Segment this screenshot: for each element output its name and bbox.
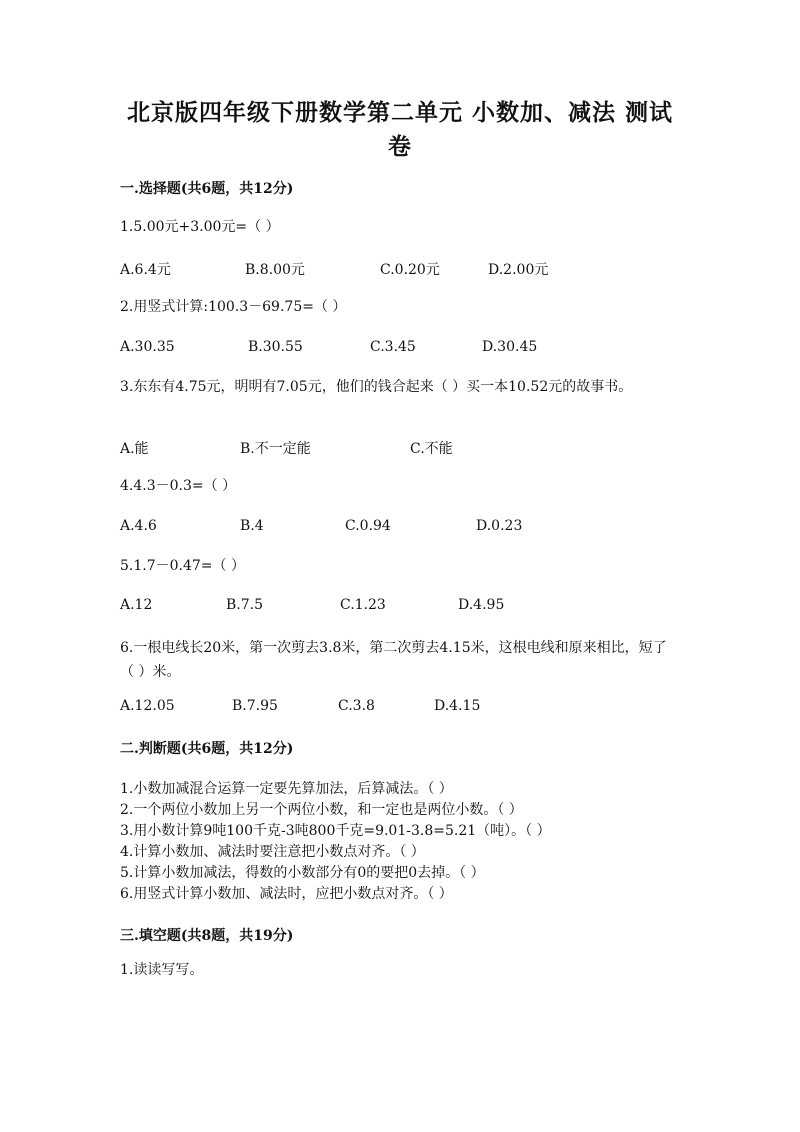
- judge-item-5: 5.计算小数加减法，得数的小数部分有0的要把0去掉。（ ）: [120, 865, 485, 881]
- question-1-6: 6.一根电线长20米，第一次剪去3.8米，第二次剪去4.15米，这根电线和原来相比，短了（ ）米。: [120, 640, 667, 680]
- section-3-header: 三.填空题(共8题，共19分): [120, 928, 294, 944]
- question-1-5: 5.1.7－0.47=（ ）: [120, 558, 245, 574]
- option: A.能: [120, 441, 149, 457]
- option: D.2.00元: [488, 262, 549, 278]
- option: C.3.8: [338, 698, 375, 714]
- judge-item-2: 2.一个两位小数加上另一个两位小数，和一定也是两位小数。（ ）: [120, 802, 523, 818]
- option: A.12: [120, 597, 153, 613]
- option: C.1.23: [340, 597, 386, 613]
- question-1-4: 4.4.3－0.3=（ ）: [120, 478, 237, 494]
- option: D.0.23: [476, 518, 523, 534]
- option: B.4: [240, 518, 264, 534]
- option: A.4.6: [120, 518, 157, 534]
- question-1-3: 3.东东有4.75元，明明有7.05元，他们的钱合起来（ ）买一本10.52元的故事书。: [120, 379, 633, 395]
- section-1-header: 一.选择题(共6题，共12分): [120, 181, 294, 197]
- question-1-3-options: [120, 438, 680, 460]
- option: B.不一定能: [240, 441, 311, 457]
- judge-item-6: 6.用竖式计算小数加、减法时，应把小数点对齐。（ ）: [120, 886, 453, 902]
- question-1-1-options: [120, 259, 680, 281]
- option: B.30.55: [248, 339, 303, 355]
- page-title: 北京版四年级下册数学第二单元 小数加、减法 测试卷: [126, 99, 673, 160]
- option: C.0.94: [345, 518, 391, 534]
- option: A.6.4元: [120, 262, 171, 278]
- option: A.30.35: [120, 339, 175, 355]
- option: D.4.95: [458, 597, 505, 613]
- judge-item-4: 4.计算小数加、减法时要注意把小数点对齐。（ ）: [120, 844, 425, 860]
- question-1-6-options: [120, 698, 680, 720]
- option: D.4.15: [434, 698, 481, 714]
- question-1-5-options: [120, 597, 680, 619]
- question-1-2-options: [120, 339, 680, 361]
- question-1-2: 2.用竖式计算:100.3－69.75=（ ）: [120, 299, 347, 315]
- option: C.3.45: [370, 339, 416, 355]
- judge-item-3: 3.用小数计算9吨100千克-3吨800千克=9.01-3.8=5.21（吨）。（ ）: [120, 823, 551, 839]
- question-1-1: 1.5.00元+3.00元=（ ）: [120, 219, 280, 235]
- question-1-4-options: [120, 518, 680, 540]
- section-2-header: 二.判断题(共6题，共12分): [120, 741, 294, 757]
- option: D.30.45: [482, 339, 538, 355]
- option: A.12.05: [120, 698, 175, 714]
- judge-item-1: 1.小数加减混合运算一定要先算加法，后算减法。（ ）: [120, 781, 453, 797]
- question-3-1: 1.读读写写。: [120, 962, 204, 978]
- option: B.8.00元: [245, 262, 305, 278]
- option: B.7.5: [226, 597, 264, 613]
- option: C.不能: [410, 441, 453, 457]
- option: C.0.20元: [380, 262, 440, 278]
- option: B.7.95: [232, 698, 278, 714]
